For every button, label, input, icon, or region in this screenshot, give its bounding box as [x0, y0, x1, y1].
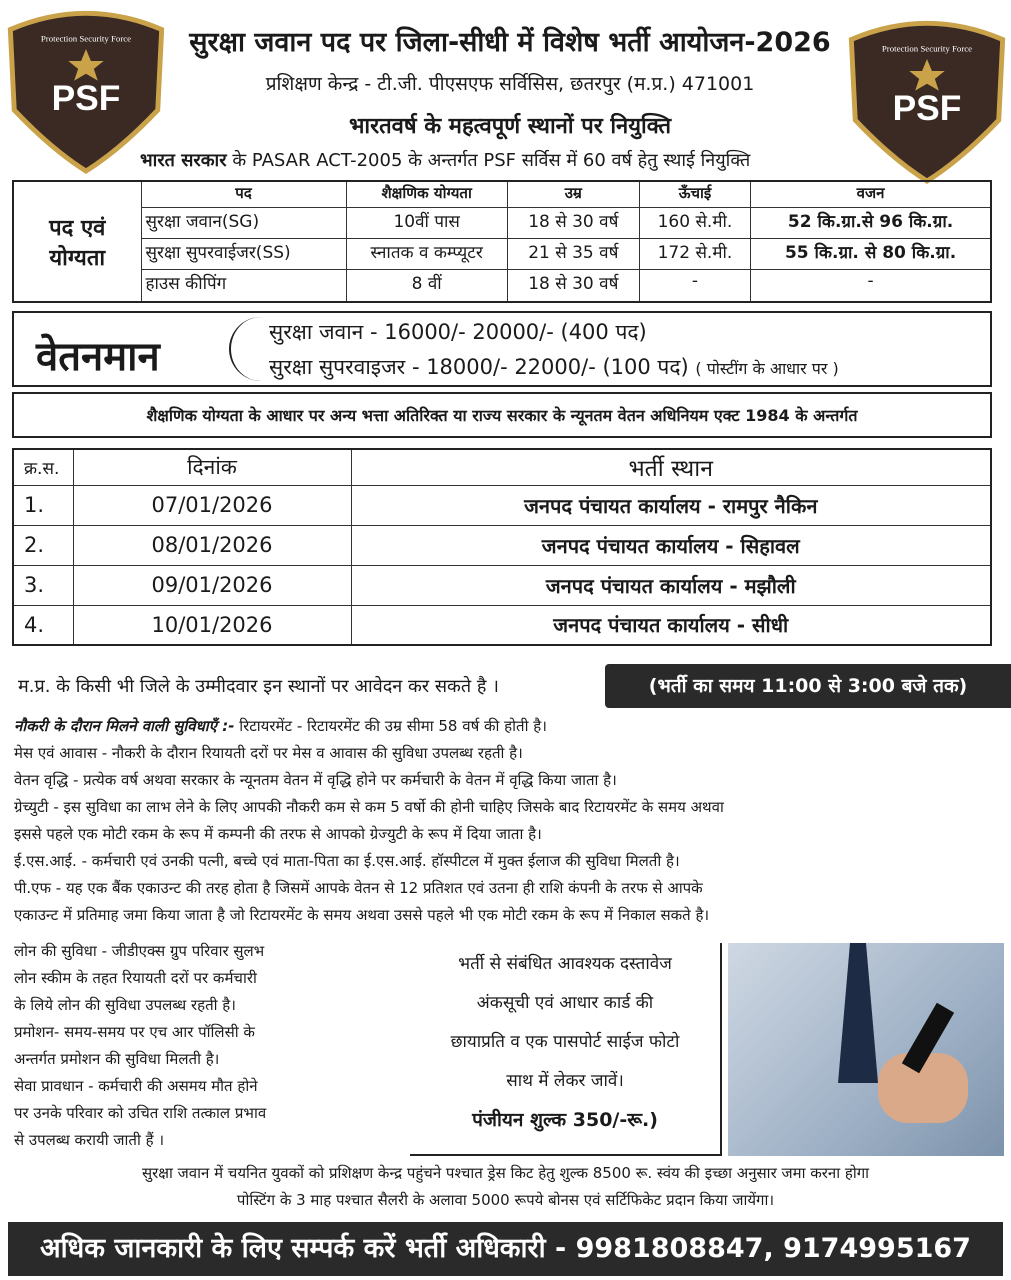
svg-text:Protection Security Force: Protection Security Force — [881, 43, 973, 54]
salary-box: वेतनमान सुरक्षा जवान - 16000/- 20000/- (400 पद) सुरक्षा सुपरवाइजर - 18000/- 22000/- (100 पद) ( पोस्टींग के आधार पर ) — [12, 311, 992, 387]
posts-table: पद एवं योग्यता पद शैक्षणिक योग्यता उम्र ऊँचाई वजन सुरक्षा जवान(SG) 10वीं पास 18 से 30 वर्ष 160 से.मी. 52 कि.ग्रा.से 96 कि.ग्रा. सुरक्षा सुपरवाईजर(SS) स्नातक व कम्प्यूटर 21 से 35 वर्ष 172 से.मी. 55 कि.ग्रा. से 80 कि.ग्रा. हाउस कीपिंग 8 वीं 18 से 30 वर्ष - - — [12, 180, 992, 303]
table-row: 3. 09/01/2026 जनपद पंचायत कार्यालय - मझौली — [13, 565, 991, 605]
timing-badge: (भर्ती का समय 11:00 से 3:00 बजे तक) — [605, 664, 1011, 708]
table-row: सुरक्षा जवान(SG) 10वीं पास 18 से 30 वर्ष 160 से.मी. 52 कि.ग्रा.से 96 कि.ग्रा. — [13, 207, 991, 238]
table-row: 2. 08/01/2026 जनपद पंचायत कार्यालय - सिहावल — [13, 525, 991, 565]
table-row: हाउस कीपिंग 8 वीं 18 से 30 वर्ष - - — [13, 270, 991, 302]
footer-notes: सुरक्षा जवान में चयनित युवकों को प्रशिक्षण केन्द्र पहुंचने पश्चात ड्रेस किट हेतु शुल्क 8500 रू. स्वंय की इच्छा अनुसार जमा करना होगा पोस्टिंग के 3 माह पश्चात सैलरी के अलावा 5000 रूपये बोनस एवं सर्टिफिकेट प्रदान किया जायेंगा। — [141, 1164, 870, 1209]
appointment-line: भारतवर्ष के महत्वपूर्ण स्थानों पर नियुक्ति — [348, 114, 672, 139]
page-title: सुरक्षा जवान पद पर जिला-सीधी में विशेष भर्ती आयोजन-2026 — [189, 27, 831, 58]
training-centre: प्रशिक्षण केन्द्र - टी.जी. पीएसएफ सर्विसिस, छतरपुर (म.प्र.) 471001 — [265, 73, 755, 95]
allowance-note: शैक्षणिक योग्यता के आधार पर अन्य भत्ता अतिरिक्त या राज्य सरकार के न्यूनतम वेतन अधिनियम एक्ट 1984 के अन्तर्गत — [12, 392, 992, 438]
benefits-section: नौकरी के दौरान मिलने वाली सुविधाएँ :- रिटायरमेंट - रिटायरमेंट की उम्र सीमा 58 वर्ष की होती है। मेस एवं आवास - नौकरी के दौरान रियायती दरों पर मेस व आवास की सुविधा उपलब्ध रहती है। वेतन वृद्धि - प्रत्येक वर्ष अथवा सरकार के न्यूनतम वेतन में वृद्धि होने पर कर्मचारी के वेतन में वृद्धि किया जाता है। ग्रेच्युटी - इस सुविधा का लाभ लेने के लिए आपकी नौकरी कम से कम 5 वर्षो की होनी चाहिए जिसके बाद रिटायरमेंट के समय अथवा इससे पहले एक मोटी रकम के रूप में कम्पनी की तरफ से आपको ग्रेज्युटी के रूप में दिया जाता है। ई.एस.आई. - कर्मचारी एवं उनकी पत्नी, बच्चे एवं माता-पिता का ई.एस.आई. हॉस्पीटल में मुक्त ईलाज की सुविधा मिलती है। पी.एफ - यह एक बैंक एकाउन्ट की तरह होता है जिसमें आपके वेतन से 12 प्रतिशत एवं उतना ही राशि कंपनी के तरफ से आपके एकाउन्ट में प्रतिमाह जमा किया जाता है जो रिटायरमेंट के समय अथवा उससे पहले भी एक मोटी रकम के रूप में निकाल सकते है। — [14, 717, 724, 924]
svg-text:PSF: PSF — [892, 89, 962, 129]
schedule-table: क्र.स. दिनांक भर्ती स्थान 1. 07/01/2026 जनपद पंचायत कार्यालय - रामपुर नैकिन 2. 08/01/2026 जनपद पंचायत कार्यालय - सिहावल 3. 09/01/2026 जनपद पंचायत कार्यालय - मझौली 4. 10/01/2026 जनपद पंचायत कार्यालय - सीधी — [12, 448, 992, 646]
svg-text:Protection Security Force: Protection Security Force — [40, 33, 132, 44]
contact-bar: अधिक जानकारी के लिए सम्पर्क करें भर्ती अधिकारी - 9981808847, 9174995167 — [8, 1222, 1003, 1276]
table-row: सुरक्षा सुपरवाईजर(SS) स्नातक व कम्प्यूटर 21 से 35 वर्ष 172 से.मी. 55 कि.ग्रा. से 80 कि.ग्रा. — [13, 238, 991, 269]
eligibility-note: म.प्र. के किसी भी जिले के उम्मीदवार इन स्थानों पर आवेदन कर सकते है । — [18, 676, 499, 697]
more-benefits: लोन की सुविधा - जीडीएक्स ग्रुप परिवार सुलभ लोन स्कीम के तहत रियायती दरों पर कर्मचारी के लिये लोन की सुविधा उपलब्ध रहती है। प्रमोशन- समय-समय पर एच आर पॉलिसी के अन्तर्गत प्रमोशन की सुविधा मिलती है। सेवा प्रावधान - कर्मचारी की असमय मौत होने पर उनके परिवार को उचित राशि तत्काल प्रभाव से उपलब्ध करायी जाती हैं । — [14, 942, 267, 1149]
act-line: भारत सरकार के PASAR ACT-2005 के अन्तर्गत PSF सर्विस में 60 वर्ष हेतु स्थाई नियुक्ति — [140, 150, 751, 171]
salary-ss: सुरक्षा सुपरवाइजर - 18000/- 22000/- (100 पद) ( पोस्टींग के आधार पर ) — [269, 355, 839, 379]
svg-text:PSF: PSF — [51, 79, 121, 119]
security-guard-photo — [728, 943, 1004, 1156]
table-row: 1. 07/01/2026 जनपद पंचायत कार्यालय - रामपुर नैकिन — [13, 485, 991, 525]
documents-box: भर्ती से संबंधित आवश्यक दस्तावेज अंकसूची एवं आधार कार्ड की छायाप्रति व एक पासपोर्ट साईज फोटो साथ में लेकर जावें। पंजीयन शुल्क 350/-रू.) — [410, 943, 722, 1156]
registration-fee: पंजीयन शुल्क 350/-रू.) — [472, 1109, 658, 1131]
salary-sg: सुरक्षा जवान - 16000/- 20000/- (400 पद) — [269, 320, 647, 344]
table-row: 4. 10/01/2026 जनपद पंचायत कार्यालय - सीधी — [13, 605, 991, 645]
